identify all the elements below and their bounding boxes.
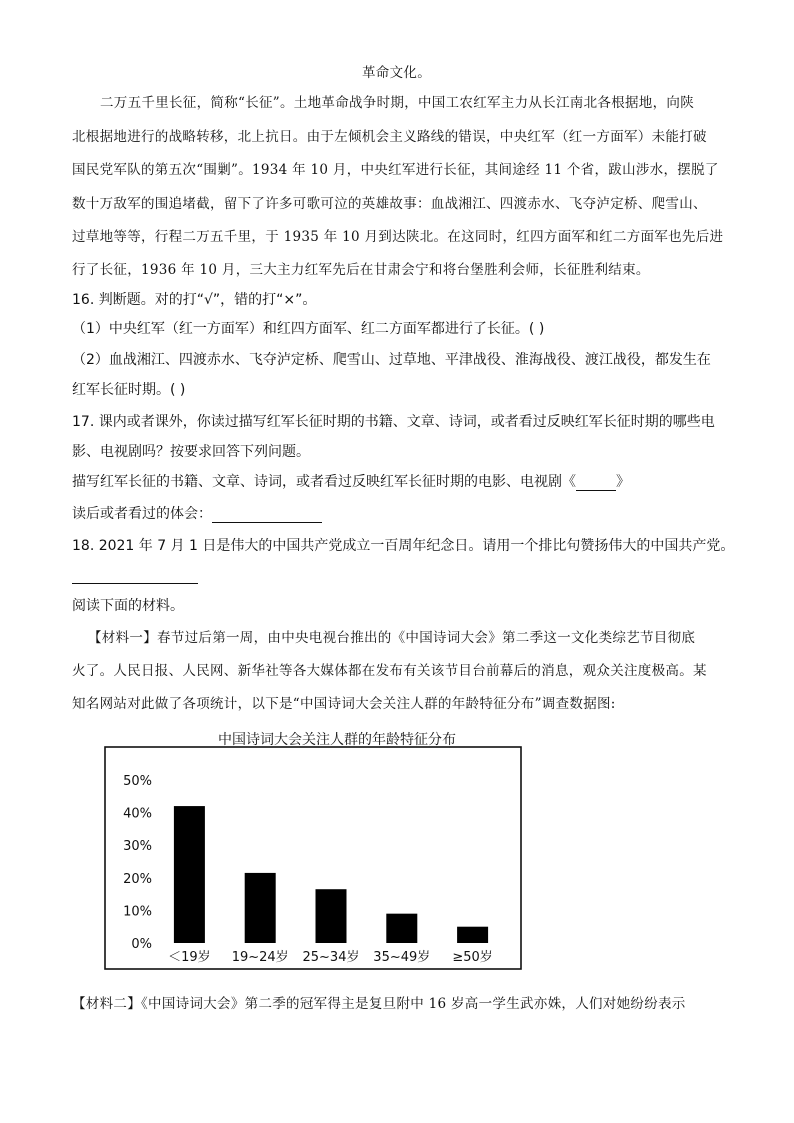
bar bbox=[245, 873, 276, 943]
material-heading-tail: 革命文化。 bbox=[362, 65, 431, 81]
material-2-line: 【材料二】《中国诗词大会》第二季的冠军得主是复旦附中 16 岁高一学生武亦姝，人们对她纷纷表示 bbox=[72, 996, 686, 1012]
x-tick-label: ＜19岁 bbox=[168, 950, 211, 965]
question-17-prompt: 描写红军长征的书籍、文章、诗词，或者看过反映红军长征时期的电影、电视剧《 bbox=[72, 474, 576, 490]
y-tick-label: 20% bbox=[123, 871, 152, 887]
material-paragraph-line: 北根据地进行的战略转移，北上抗日。由于左倾机会主义路线的错误，中央红军（红一方面军）未能打破 bbox=[72, 129, 707, 145]
chart-title: 中国诗词大会关注人群的年龄特征分布 bbox=[218, 732, 456, 748]
bar bbox=[316, 889, 347, 943]
material-paragraph-line: 国民党军队的第五次“围剿”。1934 年 10 月，中央红军进行长征，其间途经 11 个省，跋山涉水，摆脱了 bbox=[72, 162, 719, 178]
y-tick-label: 50% bbox=[123, 774, 152, 789]
age-distribution-bar-chart bbox=[104, 746, 522, 970]
question-18-stem: 18. 2021 年 7 月 1 日是伟大的中国共产党成立一百周年纪念日。请用一个排比句赞扬伟大的中国共产党。 bbox=[72, 538, 735, 554]
title-answer-blank[interactable] bbox=[576, 475, 616, 491]
x-tick-label: ≥50岁 bbox=[452, 950, 493, 965]
material-1-line: 【材料一】春节过后第一周，由中央电视台推出的《中国诗词大会》第二季这一文化类综艺节目彻底 bbox=[88, 630, 696, 646]
material-1-line: 知名网站对此做了各项统计，以下是“中国诗词大会关注人群的年龄特征分布”调查数据图: bbox=[72, 696, 616, 712]
reading-intro: 阅读下面的材料。 bbox=[72, 598, 184, 614]
question-18-answer-blank[interactable] bbox=[72, 583, 198, 584]
material-paragraph-line: 过草地等等，行程二万五千里，于 1935 年 10 月到达陕北。在这同时，红四方面军和红二方面军也先后进 bbox=[72, 229, 724, 245]
y-tick-label: 40% bbox=[123, 806, 152, 822]
material-1-line: 火了。人民日报、人民网、新华社等各大媒体都在发布有关该节目台前幕后的消息，观众关注度极高。某 bbox=[72, 663, 707, 679]
x-tick-label: 19~24岁 bbox=[231, 950, 289, 965]
x-tick-label: 25~34岁 bbox=[302, 950, 360, 965]
question-17-answer-line-1 bbox=[72, 473, 630, 491]
question-17-prompt-end: 》 bbox=[616, 474, 630, 490]
y-tick-label: 30% bbox=[123, 839, 152, 855]
question-16-stem: 16. 判断题。对的打“√”，错的打“×”。 bbox=[72, 292, 317, 308]
y-tick-label: 0% bbox=[131, 937, 152, 952]
material-paragraph-line: 数十万敌军的围追堵截，留下了许多可歌可泣的英雄故事：血战湘江、四渡赤水、飞夺泸定桥、爬雪山、 bbox=[72, 196, 707, 212]
bar bbox=[174, 806, 205, 943]
x-tick-label: 35~49岁 bbox=[373, 950, 431, 965]
question-16-item-2: （2）血战湘江、四渡赤水、飞夺泸定桥、爬雪山、过草地、平津战役、淮海战役、渡江战役，都发生在 bbox=[72, 352, 711, 368]
question-17-stem: 17. 课内或者课外，你读过描写红军长征时期的书籍、文章、诗词，或者看过反映红军长征时期的哪些电 bbox=[72, 414, 715, 430]
y-tick-label: 10% bbox=[123, 904, 152, 920]
material-paragraph-line: 行了长征，1936 年 10 月，三大主力红军先后在甘肃会宁和将台堡胜利会师，长征胜利结束。 bbox=[72, 262, 650, 278]
question-17-answer-line-2 bbox=[72, 505, 322, 523]
material-paragraph-line: 二万五千里长征，简称“长征”。土地革命战争时期，中国工农红军主力从长江南北各根据地，向陕 bbox=[100, 95, 695, 111]
bar bbox=[386, 914, 417, 943]
question-16-item-2-cont[interactable]: 红军长征时期。( ) bbox=[72, 382, 186, 398]
question-17-stem-cont: 影、电视剧吗？按要求回答下列问题。 bbox=[72, 444, 310, 460]
feeling-answer-blank[interactable] bbox=[212, 507, 322, 523]
question-17-feeling-label: 读后或者看过的体会： bbox=[72, 506, 212, 522]
bar bbox=[457, 927, 488, 943]
question-16-item-1[interactable]: （1）中央红军（红一方面军）和红四方面军、红二方面军都进行了长征。( ) bbox=[72, 321, 545, 337]
